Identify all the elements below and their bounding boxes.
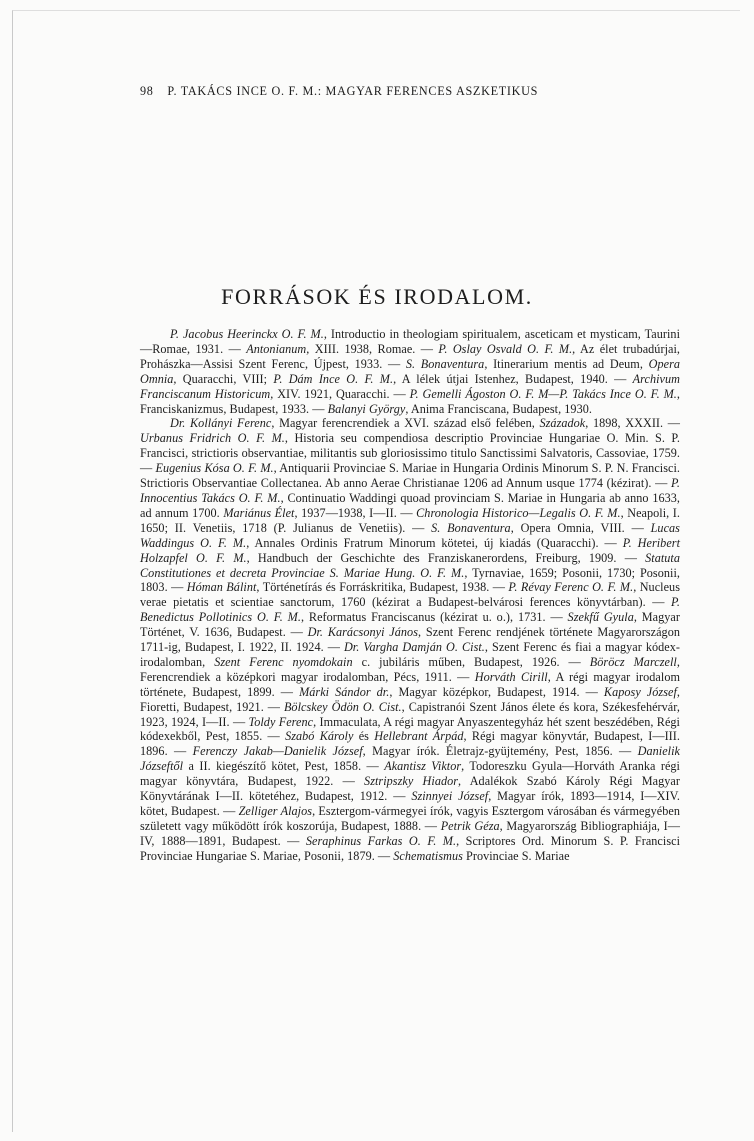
reference-italic: Szent Ferenc nyomdokain xyxy=(214,654,353,669)
reference-italic: Szinnyei József xyxy=(411,789,489,804)
reference-text: , Adalékok Szabó Károly Régi Magyar Könyvtárának I—II. kötetéhez, Budapest, 1912. — xyxy=(140,774,681,804)
reference-italic: Lucas Waddingus O. F. M. xyxy=(140,520,680,550)
reference-text: , Szent Ferenc rendjének története Magyarországon 1711-ig, Budapest, I. 1922, II. 1924. — xyxy=(140,625,680,655)
reference-text: , Nucleus verae pietatis et scientiae sanctorum, 1760 (kézirat a Budapest-belvárosi ferences könyvtárban). — xyxy=(140,580,680,610)
reference-italic: Dr. Vargha Damján O. Cist. xyxy=(343,640,485,655)
reference-text: , Magyar ferencrendiek a XVI. század első felében, xyxy=(271,416,540,431)
reference-text: , Anima Franciscana, Budapest, 1930. xyxy=(405,401,592,416)
reference-text: c. jubiláris műben, Budapest, 1926. — xyxy=(352,654,590,669)
reference-italic: Hellebrant Árpád xyxy=(374,729,464,744)
reference-text: , Esztergom-vármegyei írók, vagyis Esztergom városában és vármegyében született vagy működött írók koszorúja, Budapest, 1888. — xyxy=(140,804,680,833)
reference-text: , Szent Ferenc és fiai a magyar kódex-irodalomban, xyxy=(140,640,681,669)
reference-text: , Opera Omnia, VIII. — xyxy=(510,520,651,535)
reference-italic: Chronologia Historico—Legalis O. F. M. xyxy=(416,505,621,520)
reference-text: , Immaculata, A régi magyar Anyaszentegyház hét szent beszédében, Régi kódexekből, Pest, 1855. — xyxy=(140,714,680,744)
reference-italic: S. Bonaventura xyxy=(405,356,485,371)
reference-italic: Szabó Károly xyxy=(285,729,354,744)
reference-italic: Mariánus Élet xyxy=(223,505,295,520)
reference-italic: P. Révay Ferenc O. F. M. xyxy=(508,580,634,595)
reference-text: , Franciskanizmus, Budapest, 1933. — xyxy=(140,386,680,416)
reference-italic: Balanyi György xyxy=(327,401,406,416)
reference-italic: Bölcskey Ödön O. Cist. xyxy=(283,699,402,714)
reference-text: a II. kiegészítő kötet, Pest, 1858. — xyxy=(183,759,385,774)
reference-text: Provinciae S. Mariae xyxy=(462,848,570,863)
reference-italic: Eugenius Kósa O. F. M. xyxy=(155,461,274,476)
reference-italic: Böröcz Marczell xyxy=(589,654,677,669)
reference-italic: P. Heribert Holzapfel O. F. M. xyxy=(140,535,681,565)
reference-text: Quaracchi, VIII; xyxy=(176,371,274,386)
reference-italic: Zelliger Alajos xyxy=(238,804,313,818)
reference-italic: Schematismus xyxy=(393,848,463,863)
reference-text: , Magyarország Bibliographiája, I—IV, 1888—1891, Budapest. — xyxy=(140,818,680,848)
reference-text: , Tyrnaviae, 1659; Posonii, 1730; Posonii, 1803. — xyxy=(140,565,680,595)
reference-text: , Historia seu compendiosa descriptio Provinciae Hungariae O. Min. S. P. Francisci, strictioris observantiae, militantis sub gloriosissimo titulo Sanctissimi Salvatoris, Cassoviae, 1759. — xyxy=(140,431,680,476)
reference-italic: Szekfű Gyula xyxy=(567,610,634,625)
reference-text: , Régi magyar könyvtár, Budapest, I—III. 1896. — xyxy=(140,729,680,759)
reference-text: , Continuatio Waddingi quoad provinciam S. Mariae in Hungaria ab anno 1633, ad annum 1700. xyxy=(140,490,680,520)
bibliography-paragraph-1 xyxy=(140,327,680,416)
reference-italic: Hóman Bálint xyxy=(186,580,257,595)
reference-italic: P. Innocentius Takács O. F. M. xyxy=(140,476,680,505)
reference-italic: Dr. Kollányi Ferenc xyxy=(170,416,272,431)
reference-italic: Statuta Constitutiones et decreta Provinciae S. Mariae Hung. O. F. M. xyxy=(140,550,681,580)
reference-italic: Sztripszky Hiador xyxy=(364,774,459,789)
reference-italic: Dr. Karácsonyi János xyxy=(307,625,418,640)
reference-text: XIV. 1921, Quaracchi. — xyxy=(273,386,410,401)
reference-text: , Magyar írók. Életrajz-gyüjtemény, Pest, 1856. — xyxy=(362,744,638,759)
reference-italic: Opera Omnia, xyxy=(140,356,681,386)
reference-text: , Magyar középkor, Budapest, 1914. — xyxy=(389,684,604,699)
reference-italic: Petrik Géza xyxy=(440,818,500,833)
running-title: P. TAKÁCS INCE O. F. M.: MAGYAR FERENCES ASZKETIKUS xyxy=(167,84,539,98)
reference-italic: Ferenczy Jakab—Danielik József xyxy=(192,744,363,759)
reference-text: , Handbuch der Geschichte des Franziskanerordens, Freiburg, 1909. — xyxy=(246,550,646,565)
reference-text: , 1937—1938, I—II. — xyxy=(294,505,417,520)
reference-italic: P. Dám Ince O. F. M. xyxy=(273,371,394,386)
reference-italic: Századok xyxy=(539,416,586,431)
reference-text: , Capistranói Szent János élete és kora, Székesfehérvár, 1923, 1924, I—II. — xyxy=(140,699,680,729)
reference-text: és xyxy=(353,729,375,744)
reference-italic: P. Benedictus Pollotinics O. F. M. xyxy=(140,595,680,625)
reference-text: , 1898, XXXII. — xyxy=(585,416,680,431)
reference-italic: Márki Sándor dr. xyxy=(299,684,390,699)
reference-italic: Antonianum, xyxy=(246,341,310,356)
reference-italic: P. Jacobus Heerinckx O. F. M. xyxy=(170,327,324,341)
reference-italic: Archivum Franciscanum Historicum, xyxy=(140,371,680,401)
reference-text: , Annales Ordinis Fratrum Minorum kötetei, új kiadás (Quaracchi). — xyxy=(246,535,623,550)
reference-text: , Antiquarii Provinciae S. Mariae in Hungaria Ordinis Minorum S. P. N. Francisci. Strictioris Observantiae Collectanea. Ab anno Aerae Christianae 1206 ad Annum usque 1774 (kézirat). — xyxy=(140,461,680,491)
bibliography-paragraph-2 xyxy=(140,416,680,863)
reference-text: , Itinerarium mentis ad Deum, xyxy=(484,356,649,371)
reference-italic: Horváth Cirill xyxy=(474,669,548,684)
reference-italic: S. Bonaventura xyxy=(431,520,511,535)
reference-text: , Introductio in theologiam spiritualem, asceticam et mysticam, Taurini—Romae, 1931. — xyxy=(140,327,681,356)
reference-text: , Magyar írók, 1893—1914, I—XIV. kötet, Budapest. — xyxy=(140,789,680,818)
reference-text: , Todoreszku Gyula—Horváth Aranka régi magyar könyvtára, Budapest, 1922. — xyxy=(140,759,680,789)
reference-text: , Az élet trubadúrjai, Prohászka—Assisi Szent Ferenc, Újpest, 1933. — xyxy=(140,341,680,371)
reference-text: , Reformatus Franciscanus (kézirat u. o.), 1731. — xyxy=(300,610,568,625)
reference-italic: Danielik Józseftől xyxy=(140,744,680,774)
reference-text: , Történetírás és Forráskritika, Budapest, 1938. — xyxy=(256,580,509,595)
reference-text: , Neapoli, I. 1650; II. Venetiis, 1718 (P. Julianus de Venetiis). — xyxy=(140,505,680,535)
reference-text: , A lélek útjai Istenhez, Budapest, 1940. — xyxy=(393,371,633,386)
reference-text: , Ferencrendiek a középkori magyar irodalomban, Pécs, 1911. — xyxy=(140,654,680,684)
reference-italic: Seraphinus Farkas O. F. M. xyxy=(305,833,457,848)
reference-italic: P. Gemelli Ágoston O. F. M—P. Takács Ince O. F. M. xyxy=(409,386,677,401)
running-header xyxy=(140,84,640,99)
page-number: 98 xyxy=(140,84,154,98)
reference-text: , Scriptores Ord. Minorum S. P. Francisci Provinciae Hungariae S. Mariae, Posonii, 1879. — xyxy=(140,833,681,863)
reference-italic: Urbanus Fridrich O. F. M. xyxy=(140,431,285,446)
reference-text: , Magyar Történet, V. 1636, Budapest. — xyxy=(140,610,680,640)
reference-italic: P. Oslay Osvald O. F. M. xyxy=(438,341,573,356)
reference-italic: Kaposy József xyxy=(603,684,677,699)
reference-text: XIII. 1938, Romae. — xyxy=(309,341,439,356)
bibliography-text xyxy=(140,327,680,864)
reference-text: , Fioretti, Budapest, 1921. — xyxy=(140,684,681,714)
reference-italic: Akantisz Viktor xyxy=(384,759,462,774)
section-title: FORRÁSOK ÉS IRODALOM. xyxy=(221,284,533,309)
reference-italic: Toldy Ferenc xyxy=(248,714,314,729)
reference-text: , A régi magyar irodalom története, Budapest, 1899. — xyxy=(140,669,680,699)
